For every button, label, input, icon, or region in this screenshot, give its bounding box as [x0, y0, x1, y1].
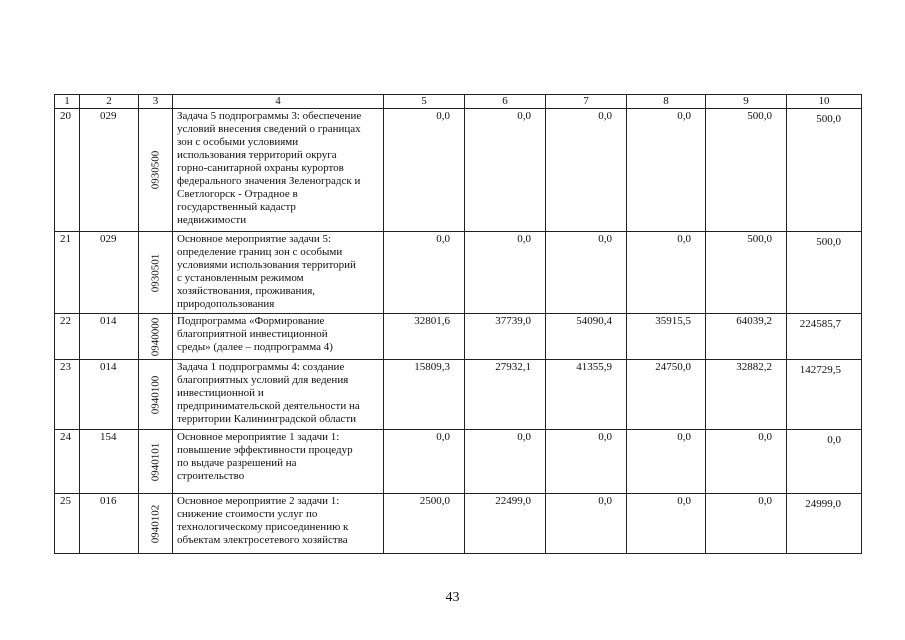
table-body — [55, 95, 862, 554]
row-number-cell: 20 — [55, 109, 80, 232]
target-code-text: 0930501 — [149, 253, 161, 292]
value-cell: 32882,2 — [706, 360, 787, 430]
value-cell: 224585,7 — [787, 314, 862, 360]
description-cell: Основное мероприятие задачи 5: определение границ зон с особыми условиями использования территорий с установленным режимом хозяйствования, проживания, природопользования — [173, 232, 384, 314]
header-cell: 1 — [55, 95, 80, 109]
value-cell: 0,0 — [465, 109, 546, 232]
value-cell: 142729,5 — [787, 360, 862, 430]
value-cell: 0,0 — [706, 430, 787, 494]
value-cell: 24750,0 — [627, 360, 706, 430]
value-cell: 35915,5 — [627, 314, 706, 360]
value-cell: 41355,9 — [546, 360, 627, 430]
budget-table — [54, 94, 862, 554]
target-code-text: 0940000 — [149, 317, 161, 356]
value-cell: 0,0 — [546, 109, 627, 232]
value-cell: 15809,3 — [384, 360, 465, 430]
row-number-cell: 24 — [55, 430, 80, 494]
description-cell: Основное мероприятие 1 задачи 1: повышение эффективности процедур по выдаче разрешений на строительство — [173, 430, 384, 494]
value-cell: 0,0 — [706, 494, 787, 554]
header-cell: 10 — [787, 95, 862, 109]
value-cell: 27932,1 — [465, 360, 546, 430]
table-row — [55, 109, 862, 232]
value-cell: 0,0 — [627, 494, 706, 554]
value-cell: 0,0 — [546, 232, 627, 314]
target-code-cell — [139, 314, 173, 360]
table-row — [55, 314, 862, 360]
target-code-text: 0940102 — [149, 504, 161, 543]
value-cell: 32801,6 — [384, 314, 465, 360]
value-cell: 0,0 — [384, 430, 465, 494]
admin-code-cell: 016 — [80, 494, 139, 554]
value-cell: 0,0 — [465, 232, 546, 314]
value-cell: 24999,0 — [787, 494, 862, 554]
value-cell: 0,0 — [787, 430, 862, 494]
value-cell: 0,0 — [465, 430, 546, 494]
target-code-text: 0940101 — [149, 442, 161, 481]
header-cell: 3 — [139, 95, 173, 109]
value-cell: 54090,4 — [546, 314, 627, 360]
target-code-cell — [139, 232, 173, 314]
header-cell: 6 — [465, 95, 546, 109]
row-number-cell: 21 — [55, 232, 80, 314]
value-cell: 500,0 — [706, 109, 787, 232]
description-cell: Задача 5 подпрограммы 3: обеспечение условий внесения сведений о границах зон с особыми условиями использования территорий округа горно-санитарной охраны курортов федерального значения Зеленоградск и Светлогорск - Отрадное в государственный кадастр недвижимости — [173, 109, 384, 232]
value-cell: 37739,0 — [465, 314, 546, 360]
admin-code-cell: 029 — [80, 109, 139, 232]
target-code-text: 0940100 — [149, 375, 161, 414]
value-cell: 0,0 — [546, 430, 627, 494]
value-cell: 2500,0 — [384, 494, 465, 554]
target-code-cell — [139, 360, 173, 430]
value-cell: 22499,0 — [465, 494, 546, 554]
table-row — [55, 430, 862, 494]
target-code-text: 0930500 — [149, 150, 161, 190]
row-number-cell: 25 — [55, 494, 80, 554]
value-cell: 500,0 — [787, 232, 862, 314]
target-code-cell — [139, 494, 173, 554]
value-cell: 0,0 — [627, 232, 706, 314]
header-cell: 2 — [80, 95, 139, 109]
value-cell: 500,0 — [706, 232, 787, 314]
value-cell: 0,0 — [384, 109, 465, 232]
admin-code-cell: 014 — [80, 360, 139, 430]
header-cell: 4 — [173, 95, 384, 109]
value-cell: 0,0 — [546, 494, 627, 554]
header-cell: 7 — [546, 95, 627, 109]
table-row — [55, 360, 862, 430]
value-cell: 500,0 — [787, 109, 862, 232]
admin-code-cell: 014 — [80, 314, 139, 360]
admin-code-cell: 154 — [80, 430, 139, 494]
target-code-cell — [139, 430, 173, 494]
table-header-row — [55, 95, 862, 109]
value-cell: 0,0 — [627, 430, 706, 494]
value-cell: 64039,2 — [706, 314, 787, 360]
header-cell: 9 — [706, 95, 787, 109]
page-number: 43 — [445, 590, 460, 605]
value-cell: 0,0 — [627, 109, 706, 232]
header-cell: 8 — [627, 95, 706, 109]
header-cell: 5 — [384, 95, 465, 109]
description-cell: Задача 1 подпрограммы 4: создание благоприятных условий для ведения инвестиционной и предпринимательской деятельности на территории Калининградской области — [173, 360, 384, 430]
table-row — [55, 494, 862, 554]
row-number-cell: 22 — [55, 314, 80, 360]
table-row — [55, 232, 862, 314]
description-cell: Подпрограмма «Формирование благоприятной инвестиционной среды» (далее – подпрограмма 4) — [173, 314, 384, 360]
target-code-cell — [139, 109, 173, 232]
description-cell: Основное мероприятие 2 задачи 1: снижение стоимости услуг по технологическому присоединению к объектам электросетевого хозяйства — [173, 494, 384, 554]
admin-code-cell: 029 — [80, 232, 139, 314]
row-number-cell: 23 — [55, 360, 80, 430]
value-cell: 0,0 — [384, 232, 465, 314]
